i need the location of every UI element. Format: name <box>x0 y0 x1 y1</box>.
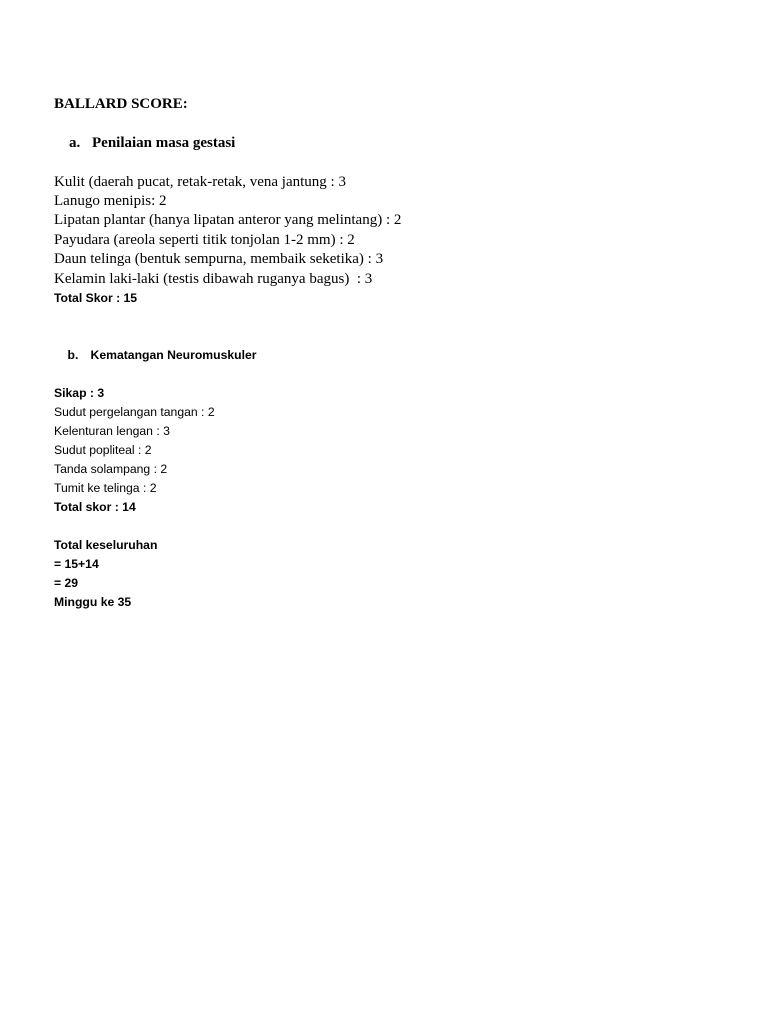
section-b-item: Tumit ke telinga : 2 <box>54 481 157 496</box>
document-page <box>54 95 734 612</box>
section-a-item: Kulit (daerah pucat, retak-retak, vena jantung : 3 <box>54 173 346 190</box>
section-a-item: Payudara (areola seperti titik tonjolan 1-2 mm) : 2 <box>54 231 355 248</box>
section-b-list <box>54 403 734 498</box>
section-b-heading <box>54 327 734 384</box>
section-b-item: Kelenturan lengan : 3 <box>54 424 170 439</box>
section-b-item: Sudut popliteal : 2 <box>54 443 152 458</box>
section-a-item: Daun telinga (bentuk sempurna, membaik seketika) : 3 <box>54 251 384 268</box>
section-a-item: Lipatan plantar (hanya lipatan anteror yang melintang) : 2 <box>54 212 402 229</box>
section-b-item: Tanda solampang : 2 <box>54 462 168 477</box>
section-b-total: Total skor : 14 <box>54 500 136 515</box>
section-b-item: Sudut pergelangan tangan : 2 <box>54 405 215 420</box>
section-a-marker: a. <box>69 134 81 151</box>
summary-result: Minggu ke 35 <box>54 595 132 610</box>
section-a-heading-text: Penilaian masa gestasi <box>92 134 236 151</box>
spacer <box>54 308 734 327</box>
section-a-item: Lanugo menipis: 2 <box>54 193 167 210</box>
section-b-heading-text: Kematangan Neuromuskuler <box>90 348 257 363</box>
spacer <box>54 517 734 536</box>
section-a-list <box>54 173 734 289</box>
section-a-total: Total Skor : 15 <box>54 291 138 306</box>
section-b-marker: b. <box>67 348 79 363</box>
summary-total-line: = 29 <box>54 576 79 591</box>
section-a-heading <box>54 114 734 172</box>
document-title: BALLARD SCORE: <box>54 96 188 112</box>
section-a-item: Kelamin laki-laki (testis dibawah ruganya bagus) : 3 <box>54 270 373 287</box>
summary-sum-line: = 15+14 <box>54 557 99 572</box>
section-b-first-item: Sikap : 3 <box>54 386 105 401</box>
summary-heading: Total keseluruhan <box>54 538 158 553</box>
